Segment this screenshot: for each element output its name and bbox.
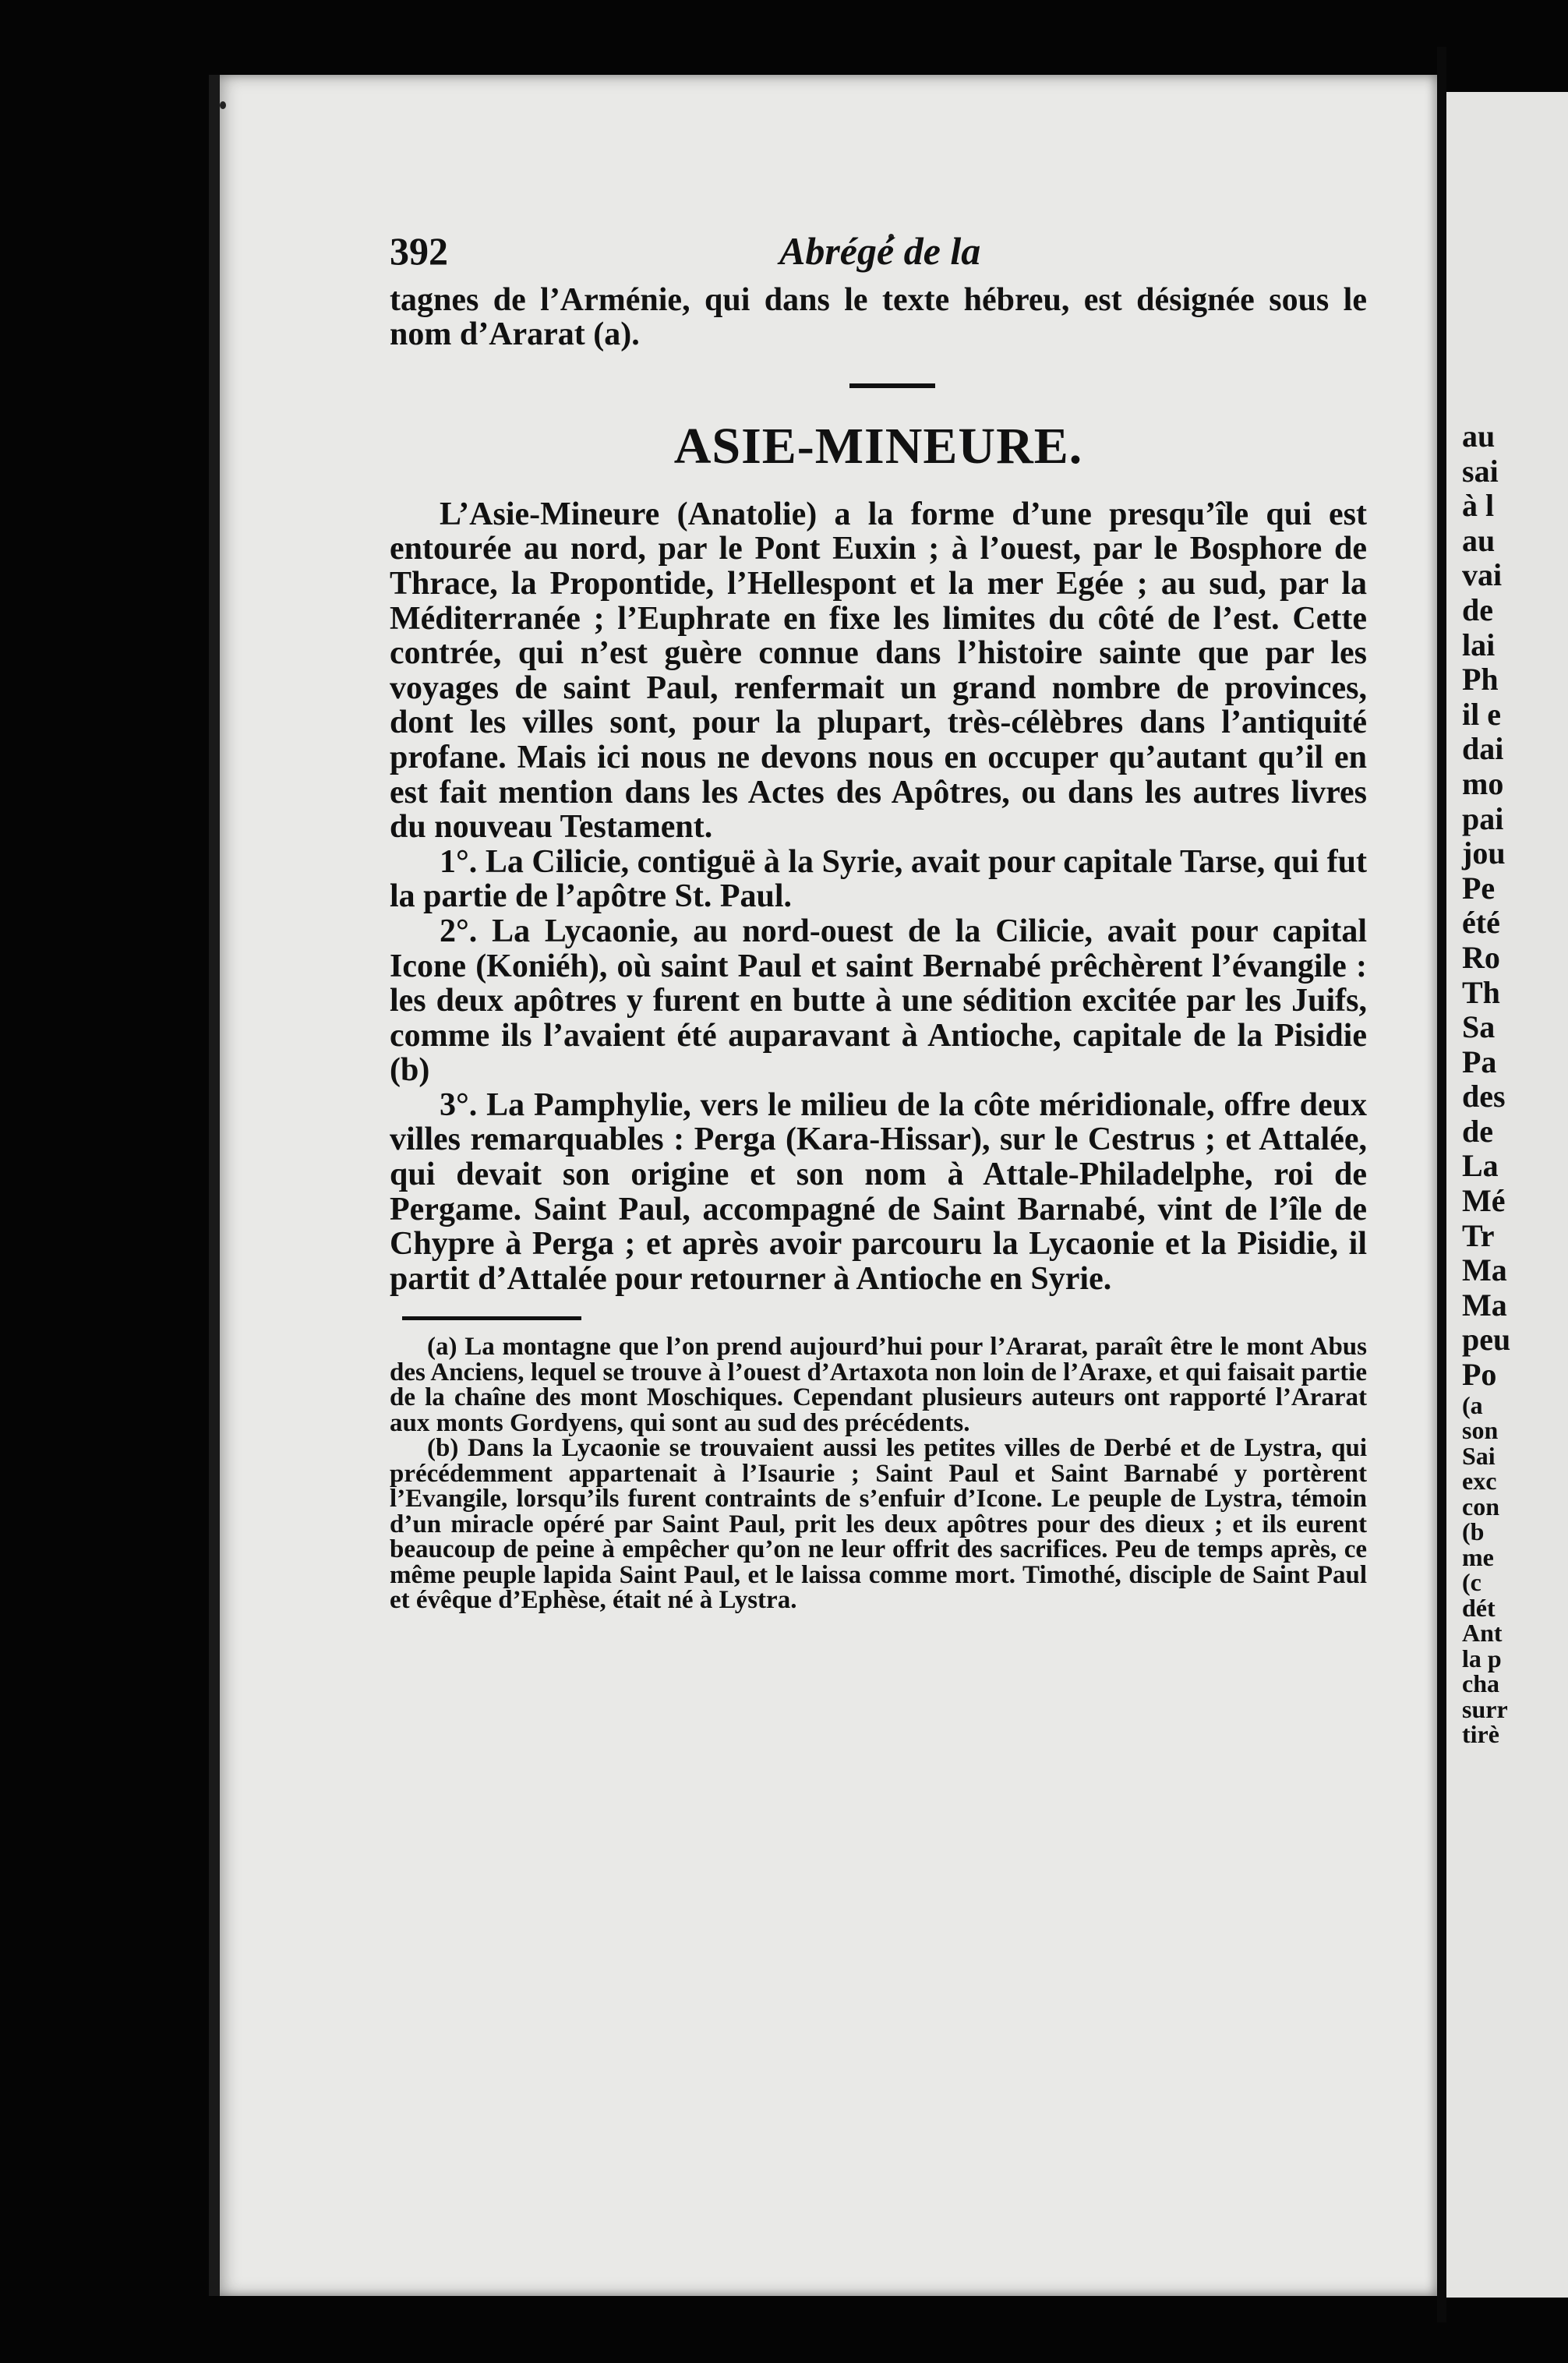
facing-page-line: dét [1462,1593,1496,1622]
facing-page-line: au [1462,419,1496,454]
opening-paragraph: tagnes de l’Arménie, qui dans le texte hébreu, est désignée sous le nom d’Ararat (a). [390,281,1367,353]
facing-page-line: au [1462,522,1496,558]
facing-page-line: me [1462,1542,1494,1571]
facing-page-line: exc [1462,1467,1497,1496]
facing-page-line: surr [1462,1694,1508,1723]
facing-page-line: Ph [1462,662,1499,698]
facing-page-line: pai [1462,800,1504,836]
facing-page-line: Ro [1462,939,1500,975]
page-header [390,229,1367,273]
facing-page-line: La [1462,1148,1499,1184]
facing-page-line: été [1462,905,1500,941]
book-page-right [1446,92,1568,2298]
intro-paragraph: L’Asie-Mineure (Anatolie) a la forme d’une presqu’île qui est entourée au nord, par le Pont Euxin ; à l’ouest, par le Bosphore de Thrace, la Propontide, l’Hellespont et la mer Egée ; au sud, par la Méditerranée ; l’Euphrate en fixe les limites du côté de l’est. Cette contrée, qui n’est guère connue dans l’histoire sainte que par les voyages de saint Paul, renfermait un grand nombre de provinces, dont les villes sont, pour la plupart, très-célèbres dans l’antiquité profane. Mais ici nous ne devons nous en occuper qu’autant qu’il en est fait mention dans les Actes des Apôtres, ou dans les autres livres du nouveau Testament. [390,496,1367,846]
facing-page-line: mo [1462,765,1504,801]
facing-page-line: con [1462,1492,1499,1521]
facing-page-line: (a [1462,1390,1483,1419]
footnote-b: (b) Dans la Lycaonie se trouvaient aussi les petites villes de Derbé et de Lystra, qui précédemment appartenait à l’Isaurie ; Saint Paul et Saint Barnabé y portèrent l’Evangile, lorsqu’ils furent contraints de s’enfuir d’Icone. Le peuple de Lystra, témoin d’un miracle opéré par Saint Paul, prit les deux apôtres pour des dieux ; et ils eurent beaucoup de peine à empêcher qu’on ne leur offrit des sacrifices. Peu de temps après, ce même peuple lapida Saint Paul, et le laissa comme mort. Timothé, disciple de Saint Paul et évêque d’Ephèse, était né à Lystra. [390,1434,1367,1615]
facing-page-line: Po [1462,1357,1497,1393]
facing-page-line: Pa [1462,1044,1497,1079]
facing-page-line: Tr [1462,1217,1495,1253]
page-number: 392 [390,229,448,273]
facing-page-line: sai [1462,453,1499,489]
facing-page-line: Th [1462,974,1500,1010]
facing-page-line: (c [1462,1568,1481,1597]
facing-page-line: à l [1462,488,1495,524]
facing-page-line: lai [1462,627,1496,662]
facing-page-line: Ma [1462,1287,1507,1323]
facing-page-line: cha [1462,1669,1499,1698]
facing-page-line: Mé [1462,1183,1506,1219]
book-gutter [1437,47,1446,2322]
facing-page-line: son [1462,1416,1499,1445]
facing-page-line: de [1462,1113,1493,1149]
footnote-a: (a) La montagne que l’on prend aujourd’hui pour l’Ararat, paraît être le mont Abus des Anciens, lequel se trouve à l’ouest d’Artaxota non loin de l’Araxe, et qui faisait partie de la chaîne des mont Moschiques. Cependant plusieurs auteurs ont rapporté l’Ararat aux monts Gordyens, qui sont au sud des précédents. [390,1333,1367,1437]
pamphylie-paragraph: 3°. La Pamphylie, vers le milieu de la côte méridionale, offre deux villes remarquables : Perga (Kara-Hissar), sur le Cestrus ; et Attalée, qui devait son origine et son nom à Attale-Philadelphe, roi de Pergame. Saint Paul, accompagné de Saint Barnabé, vint de l’île de Chypre à Perga ; et après avoir parcouru la Lycaonie et la Pisidie, il partit d’Attalée pour retourner à Antioche en Syrie. [390,1086,1367,1297]
section-title: ASIE-MINEURE. [673,417,1083,475]
facing-page-line: la p [1462,1644,1502,1672]
facing-page-line: Sai [1462,1441,1496,1470]
facing-page-fragments [1462,419,1568,1747]
footnotes [390,1334,1367,1613]
facing-page-line: (b [1462,1517,1485,1546]
page-text [390,229,1367,1615]
facing-page-line: peu [1462,1322,1511,1358]
facing-page-line: jou [1462,835,1506,871]
facing-page-line: de [1462,592,1493,627]
facing-page-line: tirè [1462,1720,1499,1749]
section-rule [849,383,935,388]
facing-page-line: Pe [1462,870,1496,906]
footnote-rule [402,1316,581,1320]
facing-page-line: il e [1462,696,1501,732]
running-head: Abrégé de la [779,229,981,273]
lycaonie-paragraph: 2°. La Lycaonie, au nord-ouest de la Cilicie, avait pour capital Icone (Koniéh), où saint Paul et saint Bernabé prêchèrent l’évangile : les deux apôtres y furent en butte à une sédition excitée par les Juifs, comme ils l’avaient été auparavant à Antioche, capitale de la Pisidie (b) [390,913,1367,1089]
facing-page-line: dai [1462,731,1504,767]
facing-page-line: Ant [1462,1619,1503,1648]
facing-page-line: vai [1462,557,1503,593]
facing-page-line: Sa [1462,1009,1496,1045]
facing-page-line: Ma [1462,1252,1507,1288]
facing-page-line: des [1462,1079,1506,1114]
cilicie-paragraph: 1°. La Cilicie, contiguë à la Syrie, avait pour capitale Tarse, qui fut la partie de l’apôtre St. Paul. [390,843,1367,915]
speck [220,101,226,109]
